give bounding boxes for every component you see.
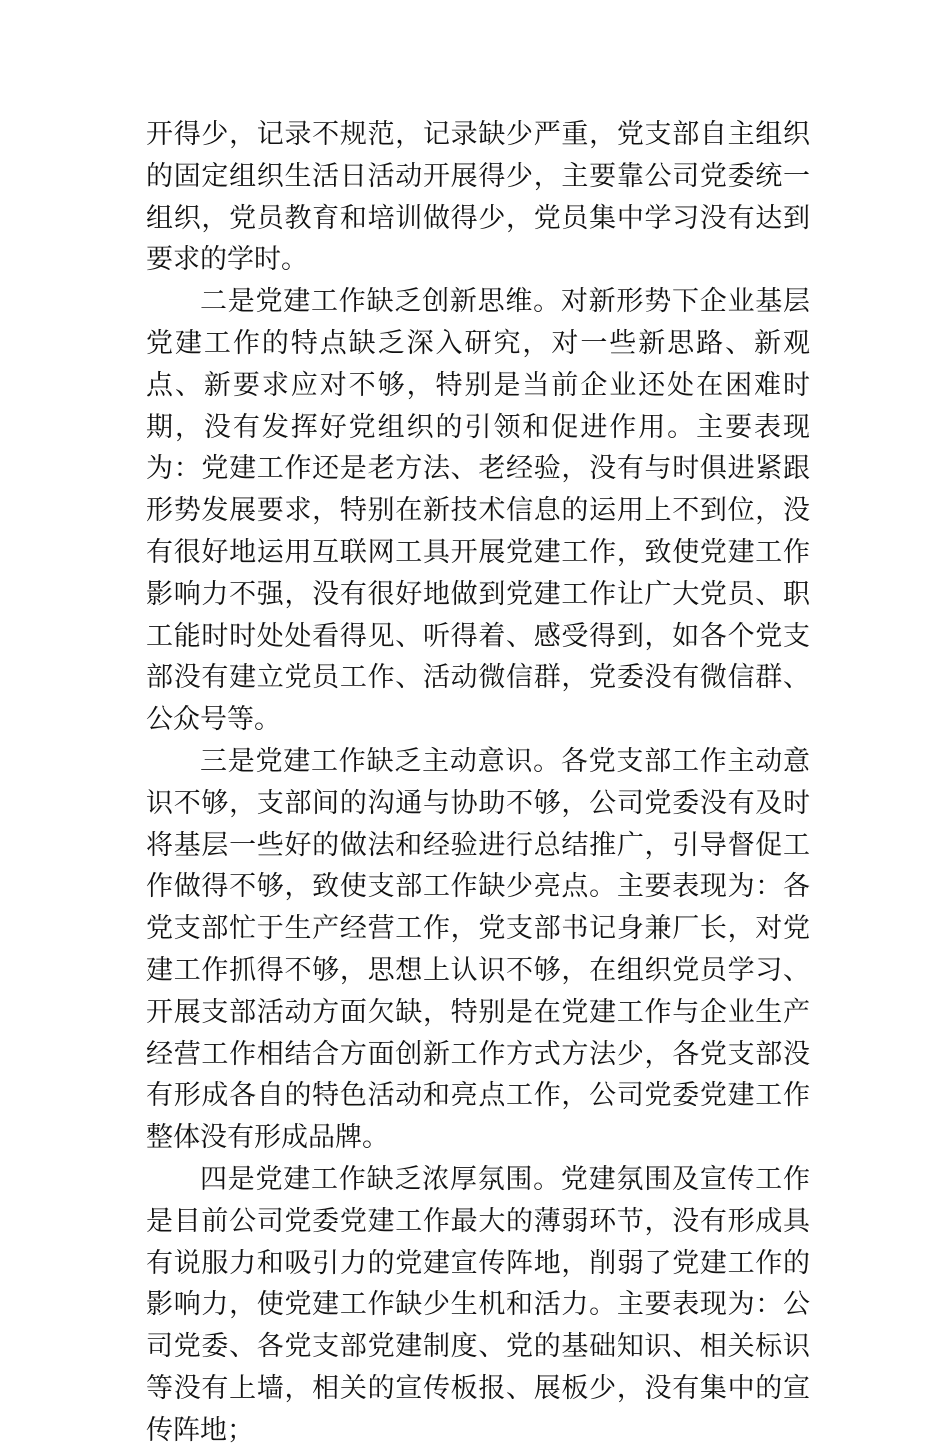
body-text bbox=[146, 114, 810, 1452]
paragraph-atmosphere: 四是党建工作缺乏浓厚氛围。党建氛围及宣传工作是目前公司党委党建工作最大的薄弱环节，没有形成具有说服力和吸引力的党建宣传阵地，削弱了党建工作的影响力，使党建工作缺少生机和活力。主要表现为：公司党委、各党支部党建制度、党的基础知识、相关标识等没有上墙，相关的宣传板报、展板少，没有集中的宣传阵地； bbox=[146, 1163, 810, 1446]
paragraph-initiative: 三是党建工作缺乏主动意识。各党支部工作主动意识不够，支部间的沟通与协助不够，公司党委没有及时将基层一些好的做法和经验进行总结推广，引导督促工作做得不够，致使支部工作缺少亮点。主要表现为：各党支部忙于生产经营工作，党支部书记身兼厂长，对党建工作抓得不够，思想上认识不够，在组织党员学习、开展支部活动方面欠缺，特别是在党建工作与企业生产经营工作相结合方面创新工作方式方法少，各党支部没有形成各自的特色活动和亮点工作，公司党委党建工作整体没有形成品牌。 bbox=[146, 745, 810, 1154]
paragraph-continuation: 开得少，记录不规范，记录缺少严重，党支部自主组织的固定组织生活日活动开展得少，主要靠公司党委统一组织，党员教育和培训做得少，党员集中学习没有达到要求的学时。 bbox=[146, 119, 810, 276]
paragraph-innovation: 二是党建工作缺乏创新思维。对新形势下企业基层党建工作的特点缺乏深入研究，对一些新思路、新观点、新要求应对不够，特别是当前企业还处在困难时期，没有发挥好党组织的引领和促进作用。主要表现为：党建工作还是老方法、老经验，没有与时俱进紧跟形势发展要求，特别在新技术信息的运用上不到位，没有很好地运用互联网工具开展党建工作，致使党建工作影响力不强，没有很好地做到党建工作让广大党员、职工能时时处处看得见、听得着、感受得到，如各个党支部没有建立党员工作、活动微信群，党委没有微信群、公众号等。 bbox=[146, 286, 810, 736]
